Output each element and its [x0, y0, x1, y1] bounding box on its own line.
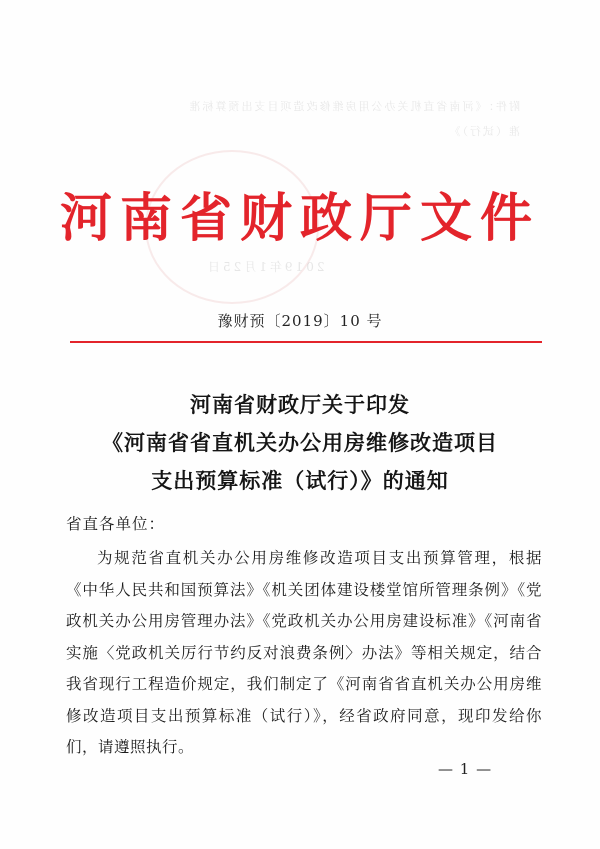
header-title: 河南省财政厅文件: [59, 189, 540, 249]
title-line-3: 支出预算标准（试行）》的通知: [151, 468, 449, 493]
document-number: 豫财预〔2019〕10 号: [217, 312, 383, 330]
body-paragraph: 为规范省直机关办公用房维修改造项目支出预算管理，根据《中华人民共和国预算法》《机关团体建设楼堂馆所管理条例》《党政机关办公用房管理办法》《党政机关办公用房建设标准》《河南省实施〈党政机关厉行节约反对浪费条例〉办法》等相关规定，结合我省现行工程造价规定，我们制定了《河南省省直机关办公用房维修改造项目支出预算标准（试行）》，经省政府同意，现印发给你们，请遵照执行。: [66, 549, 542, 756]
bleed-through-text: 准（试行）》: [447, 125, 520, 138]
bleed-through-date: 2019年1月25日: [205, 260, 325, 274]
bleed-through-text: 附件：《河南省直机关办公用房维修改造项目支出预算标准: [187, 100, 520, 113]
notice-title: [0, 386, 600, 500]
header-divider: [70, 341, 542, 343]
page-number: — 1 —: [438, 760, 493, 778]
title-line-1: 河南省财政厅关于印发: [190, 392, 410, 417]
title-line-2: 《河南省省直机关办公用房维修改造项目: [102, 430, 498, 455]
salutation: 省直各单位：: [66, 515, 166, 533]
